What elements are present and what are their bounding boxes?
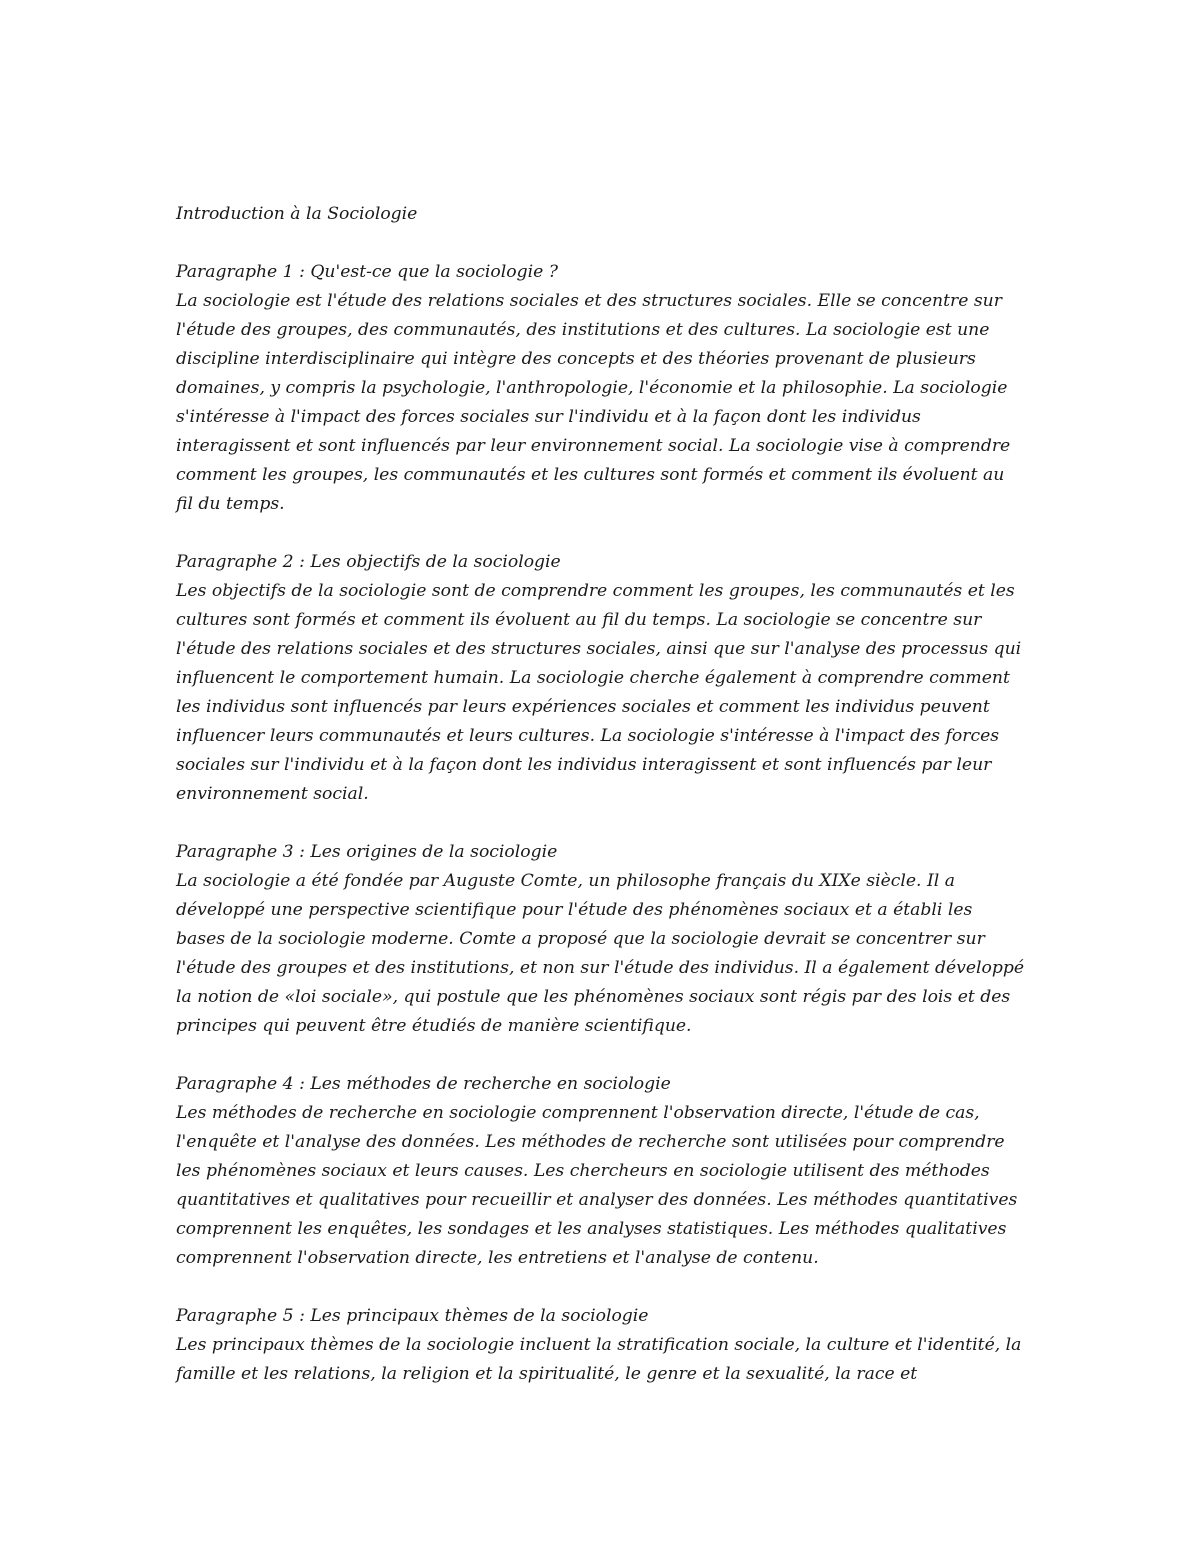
section-3 (176, 838, 1026, 1041)
section-heading: Paragraphe 5 : Les principaux thèmes de la sociologie (176, 1306, 649, 1326)
section-heading: Paragraphe 2 : Les objectifs de la sociologie (176, 552, 561, 572)
section-1 (176, 258, 1026, 519)
document-title: Introduction à la Sociologie (176, 204, 418, 224)
section-4 (176, 1070, 1026, 1273)
section-body: Les objectifs de la sociologie sont de comprendre comment les groupes, les communautés et les cultures sont formés et comment ils évoluent au fil du temps. La sociologie se concentre sur l'étude des relations sociales et des structures sociales, ainsi que sur l'analyse des processus qui influencent le comportement humain. La sociologie cherche également à comprendre comment les individus sont influencés par leurs expériences sociales et comment les individus peuvent influencer leurs communautés et leurs cultures. La sociologie s'intéresse à l'impact des forces sociales sur l'individu et à la façon dont les individus interagissent et sont influencés par leur environnement social. (176, 581, 1022, 804)
document-page (176, 200, 1026, 1418)
section-body: Les principaux thèmes de la sociologie incluent la stratification sociale, la culture et l'identité, la famille et les relations, la religion et la spiritualité, le genre et la sexualité, la race et (176, 1335, 1022, 1384)
section-5 (176, 1302, 1026, 1389)
section-heading: Paragraphe 1 : Qu'est-ce que la sociologie ? (176, 262, 558, 282)
section-body: La sociologie est l'étude des relations sociales et des structures sociales. Elle se concentre sur l'étude des groupes, des communautés, des institutions et des cultures. La sociologie est une discipline interdisciplinaire qui intègre des concepts et des théories provenant de plusieurs domaines, y compris la psychologie, l'anthropologie, l'économie et la philosophie. La sociologie s'intéresse à l'impact des forces sociales sur l'individu et à la façon dont les individus interagissent et sont influencés par leur environnement social. La sociologie vise à comprendre comment les groupes, les communautés et les cultures sont formés et comment ils évoluent au fil du temps. (176, 291, 1011, 514)
section-body: Les méthodes de recherche en sociologie comprennent l'observation directe, l'étude de cas, l'enquête et l'analyse des données. Les méthodes de recherche sont utilisées pour comprendre les phénomènes sociaux et leurs causes. Les chercheurs en sociologie utilisent des méthodes quantitatives et qualitatives pour recueillir et analyser des données. Les méthodes quantitatives comprennent les enquêtes, les sondages et les analyses statistiques. Les méthodes qualitatives comprennent l'observation directe, les entretiens et l'analyse de contenu. (176, 1103, 1018, 1268)
section-heading: Paragraphe 3 : Les origines de la sociologie (176, 842, 558, 862)
section-heading: Paragraphe 4 : Les méthodes de recherche en sociologie (176, 1074, 671, 1094)
section-body: La sociologie a été fondée par Auguste Comte, un philosophe français du XIXe siècle. Il a développé une perspective scientifique pour l'étude des phénomènes sociaux et a établi les bases de la sociologie moderne. Comte a proposé que la sociologie devrait se concentrer sur l'étude des groupes et des institutions, et non sur l'étude des individus. Il a également développé la notion de «loi sociale», qui postule que les phénomènes sociaux sont régis par des lois et des principes qui peuvent être étudiés de manière scientifique. (176, 871, 1025, 1036)
section-2 (176, 548, 1026, 809)
